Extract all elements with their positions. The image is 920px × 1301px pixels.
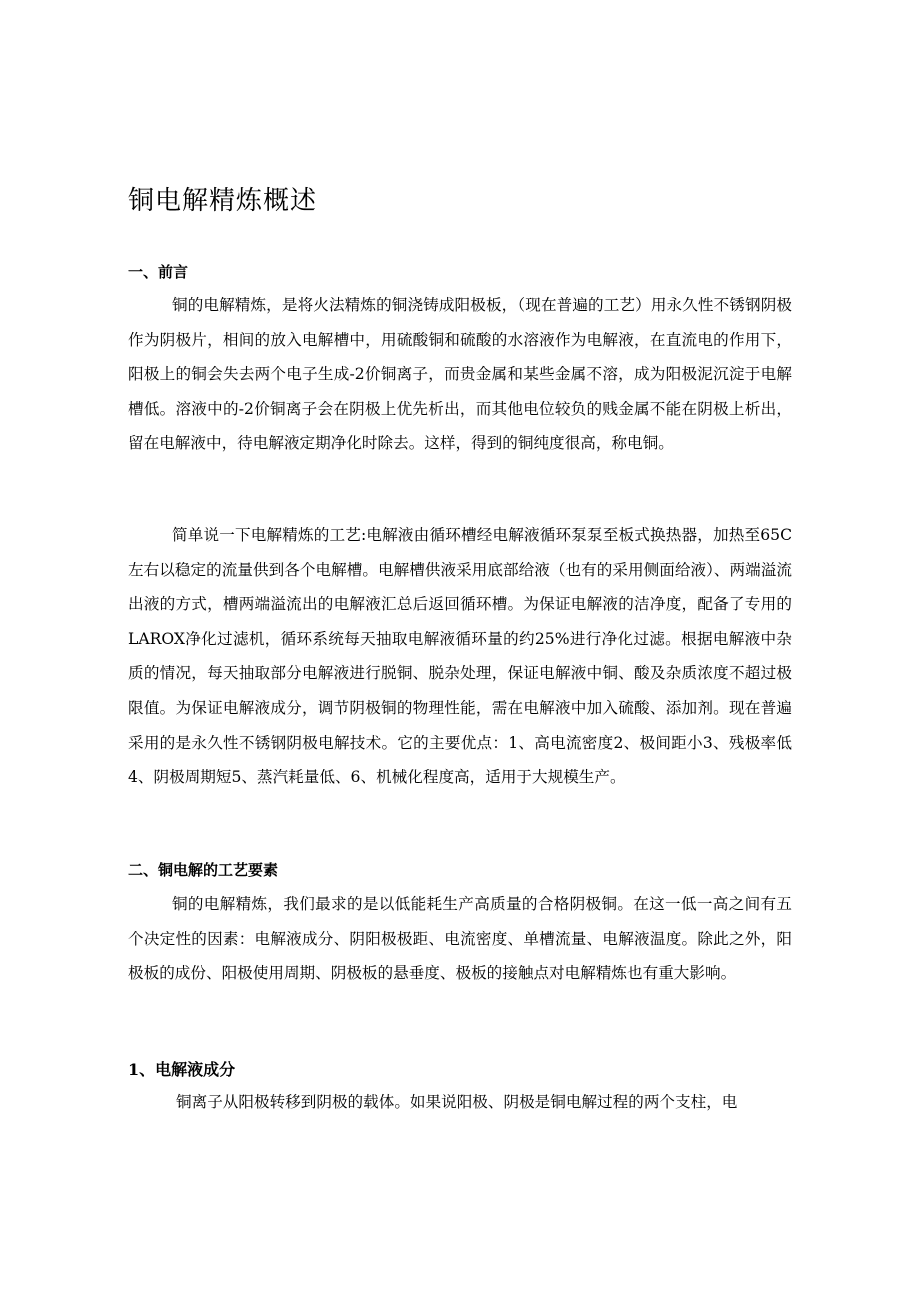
paragraph-preface-2: 简单说一下电解精炼的工艺:电解液由循环槽经电解液循环泵泵至板式换热器，加热至65C左右以稳定的流量供到各个电解槽。电解槽供液采用底部给液（也有的采用侧面给液）、两端溢流出液的方式，槽两端溢流出的电解液汇总后返回循环槽。为保证电解液的洁净度，配备了专用的LAROX净化过滤机，循环系统每天抽取电解液循环量的约25%进行净化过滤。根据电解液中杂质的情况，每天抽取部分电解液进行脱铜、脱杂处理，保证电解液中铜、酸及杂质浓度不超过极限值。为保证电解液成分，调节阴极铜的物理性能，需在电解液中加入硫酸、添加剂。现在普遍采用的是永久性不锈钢阴极电解技术。它的主要优点：1、高电流密度2、极间距小3、残极率低4、阴极周期短5、蒸汽耗量低、6、机械化程度高，适用于大规模生产。 bbox=[128, 526, 792, 787]
section-heading-process-factors: 二、铜电解的工艺要素 bbox=[128, 861, 279, 879]
section-heading-preface: 一、前言 bbox=[128, 263, 189, 281]
paragraph-preface-1: 铜的电解精炼，是将火法精炼的铜浇铸成阳极板，（现在普遍的工艺）用永久性不锈钢阴极作为阴极片，相间的放入电解槽中，用硫酸铜和硫酸的水溶液作为电解液，在直流电的作用下，阳极上的铜会失去两个电子生成-2价铜离子，而贵金属和某些金属不溶，成为阳极泥沉淀于电解槽低。溶液中的-2价铜离子会在阴极上优先析出，而其他电位较负的贱金属不能在阴极上析出，留在电解液中，待电解液定期净化时除去。这样，得到的铜纯度很高，称电铜。 bbox=[128, 296, 792, 453]
section-heading-electrolyte-composition: 1、电解液成分 bbox=[128, 1060, 236, 1079]
paragraph-process-factors: 铜的电解精炼，我们最求的是以低能耗生产高质量的合格阴极铜。在这一低一高之间有五个决定性的因素：电解液成分、阴阳极极距、电流密度、单槽流量、电解液温度。除此之外，阳极板的成份、阳极使用周期、阴极板的悬垂度、极板的接触点对电解精炼也有重大影响。 bbox=[128, 895, 792, 983]
document-title: 铜电解精炼概述 bbox=[128, 186, 318, 216]
paragraph-electrolyte-composition: 铜离子从阳极转移到阴极的载体。如果说阳极、阴极是铜电解过程的两个支柱，电 bbox=[176, 1093, 738, 1111]
